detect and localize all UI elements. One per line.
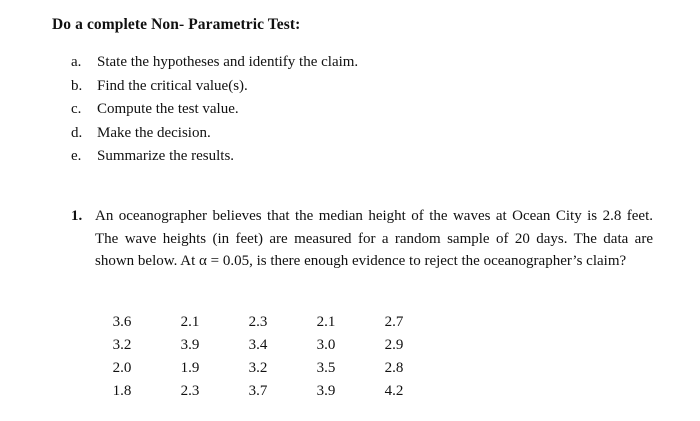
table-cell: 3.9 — [180, 337, 200, 353]
problem-number: 1. — [71, 208, 83, 224]
table-row — [88, 380, 428, 403]
step-item-d — [71, 122, 358, 146]
table-cell: 3.7 — [248, 383, 268, 399]
step-text: State the hypotheses and identify the claim. — [97, 54, 359, 70]
table-cell: 3.2 — [248, 360, 268, 376]
step-item-e — [71, 145, 358, 169]
problem-text: An oceanographer believes that the median height of the waves at Ocean City is 2.8 feet. The wave heights (in feet) are measured for a random sample of 20 days. The data are shown below. At α = 0.05, is there enough evidence to reject the oceanographer’s claim? — [95, 208, 653, 269]
step-text: Make the decision. — [97, 124, 211, 141]
table-cell: 2.8 — [384, 360, 404, 376]
step-item-b — [71, 75, 358, 99]
step-text: Summarize the results. — [97, 148, 235, 164]
table-cell: 2.3 — [248, 314, 268, 330]
step-text: Find the critical value(s). — [97, 77, 248, 94]
table-cell: 2.1 — [180, 314, 200, 330]
step-item-c — [71, 98, 358, 122]
table-row — [88, 334, 428, 357]
table-cell: 2.1 — [316, 314, 336, 330]
wave-height-data-table — [88, 311, 428, 403]
step-marker: a. — [71, 54, 82, 70]
assignment-heading: Do a complete Non- Parametric Test: — [52, 16, 301, 33]
step-marker: b. — [71, 77, 83, 94]
step-text: Compute the test value. — [97, 101, 239, 117]
step-marker: e. — [71, 148, 82, 164]
table-cell: 3.4 — [248, 337, 268, 353]
step-marker: c. — [71, 101, 82, 117]
table-cell: 2.0 — [112, 360, 132, 376]
table-cell: 2.3 — [180, 383, 200, 399]
table-cell: 3.5 — [316, 360, 336, 376]
table-cell: 4.2 — [384, 383, 404, 399]
table-cell: 3.2 — [112, 337, 132, 353]
step-marker: d. — [71, 124, 83, 141]
table-cell: 2.7 — [384, 314, 404, 330]
table-cell: 3.0 — [316, 337, 336, 353]
table-row — [88, 311, 428, 334]
step-item-a — [71, 51, 358, 75]
table-cell: 2.9 — [384, 337, 404, 353]
table-cell: 3.9 — [316, 383, 336, 399]
steps-list — [71, 51, 358, 169]
table-cell: 3.6 — [112, 314, 132, 330]
problem-1 — [71, 205, 653, 273]
table-row — [88, 357, 428, 380]
table-cell: 1.8 — [112, 383, 132, 399]
table-cell: 1.9 — [180, 360, 200, 376]
